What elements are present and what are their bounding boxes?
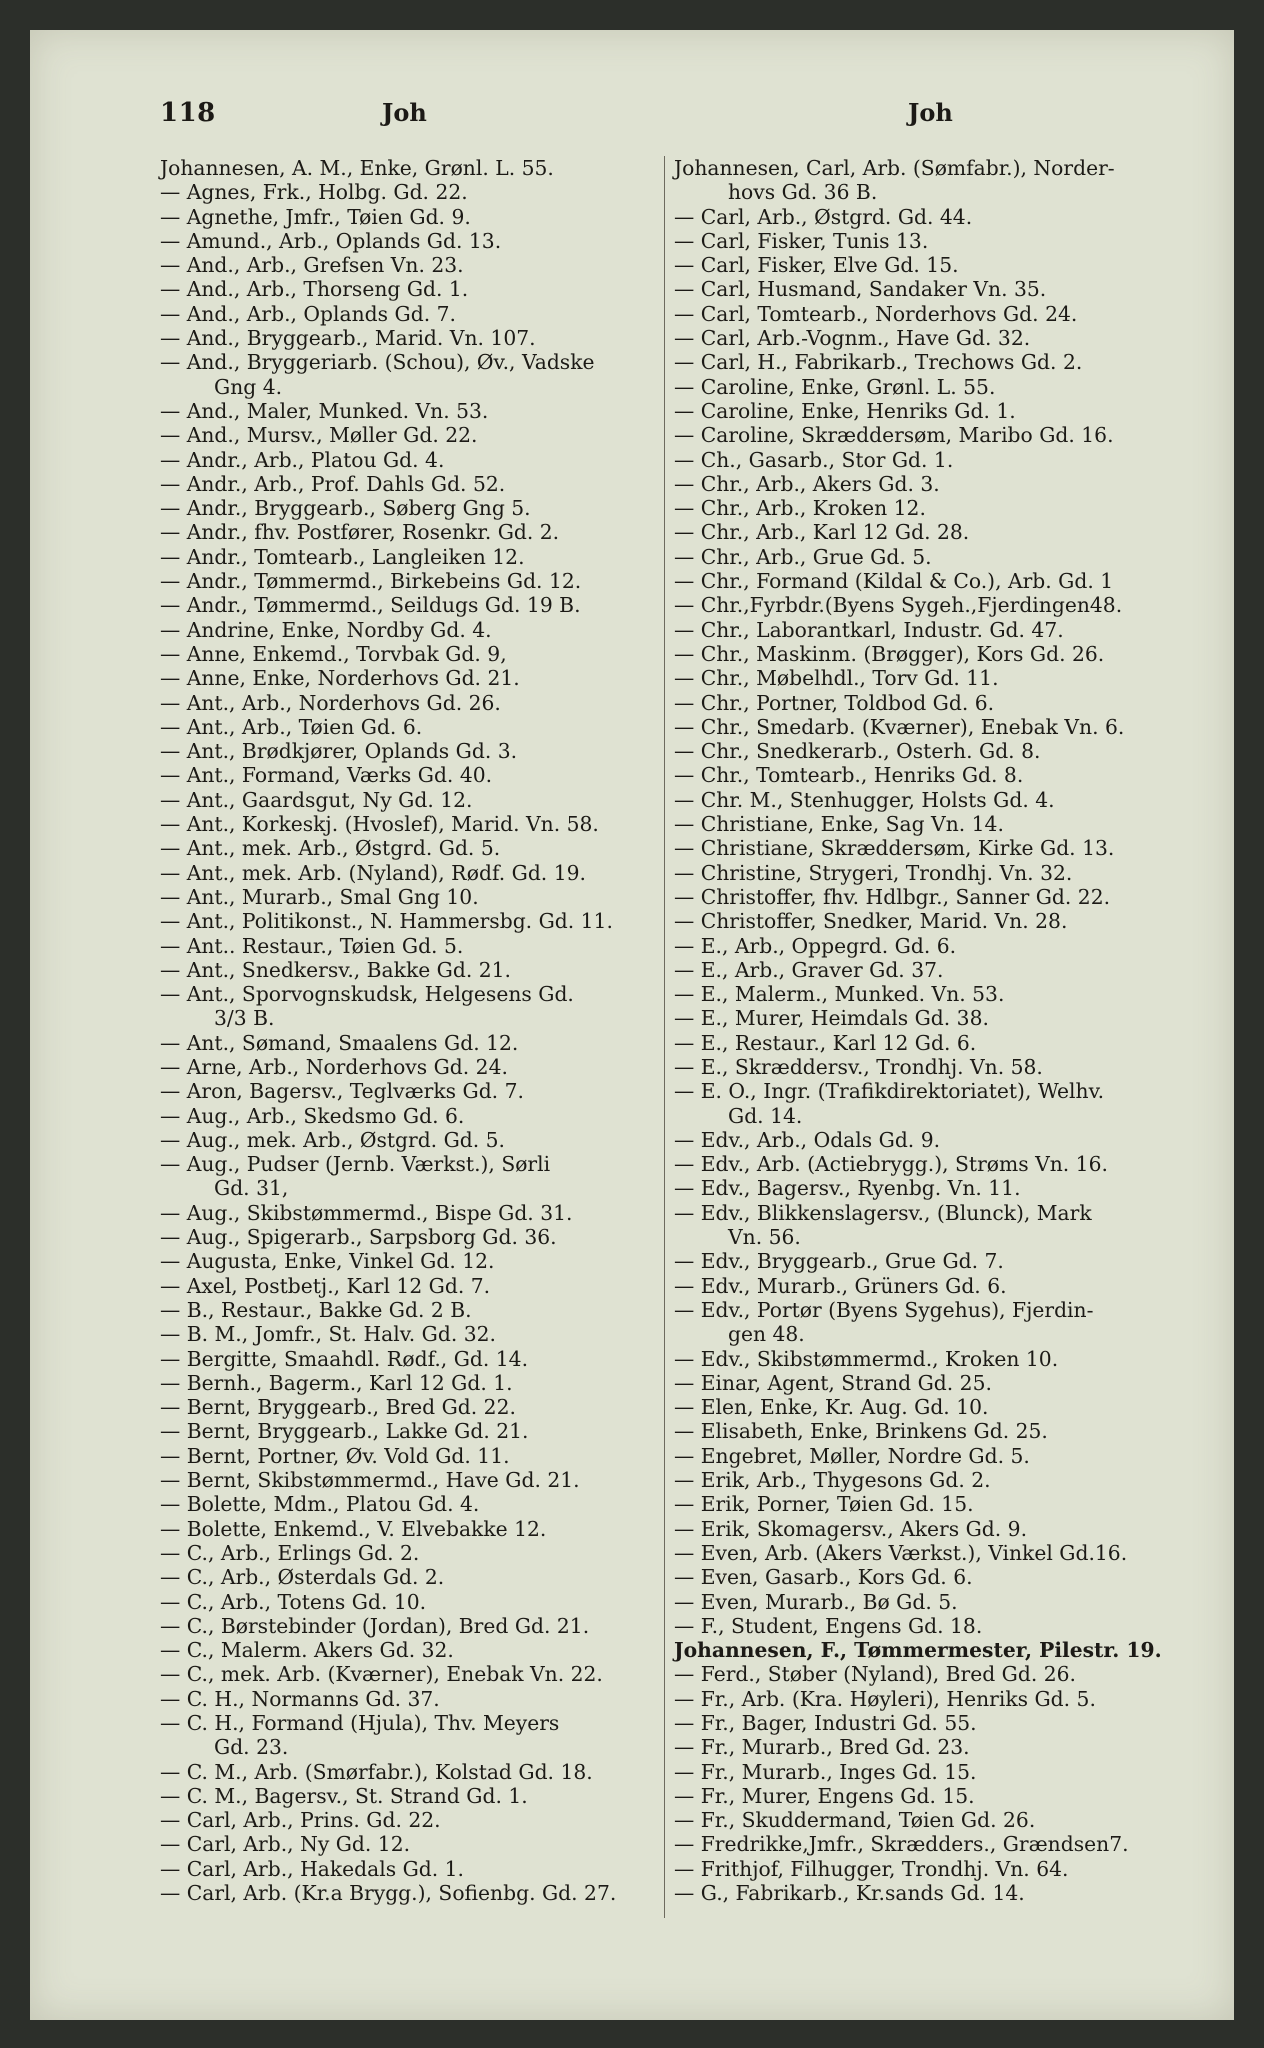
- column-divider: [664, 156, 665, 1918]
- directory-entry: — Even, Murarb., Bø Gd. 5.: [674, 1589, 958, 1614]
- directory-entry: — Bolette, Enkemd., V. Elvebakke 12.: [160, 1516, 547, 1541]
- directory-entry: — Caroline, Enke, Henriks Gd. 1.: [674, 398, 1016, 423]
- directory-entry: — Einar, Agent, Strand Gd. 25.: [674, 1370, 992, 1395]
- directory-entry: — Bernt, Bryggearb., Lakke Gd. 21.: [160, 1419, 529, 1444]
- directory-entry: — Ant., Arb., Norderhovs Gd. 26.: [160, 690, 501, 715]
- directory-entry: — Fr., Murer, Engens Gd. 15.: [674, 1783, 975, 1808]
- directory-entry: — C., Arb., Erlings Gd. 2.: [160, 1540, 420, 1565]
- directory-entry: — Bolette, Mdm., Platou Gd. 4.: [160, 1492, 480, 1517]
- directory-entry: — C. M., Arb. (Smørfabr.), Kolstad Gd. 18.: [160, 1759, 593, 1784]
- directory-entry: — Chr., Maskinm. (Brøgger), Kors Gd. 26.: [674, 641, 1105, 666]
- directory-entry: — Aron, Bagersv., Teglværks Gd. 7.: [160, 1079, 524, 1104]
- directory-entry: — Bernh., Bagerm., Karl 12 Gd. 1.: [160, 1370, 513, 1395]
- directory-entry: 3/3 B.: [214, 1006, 275, 1031]
- directory-entry: — Christoffer, fhv. Hdlbgr., Sanner Gd. 22.: [674, 884, 1111, 909]
- directory-entry: hovs Gd. 36 B.: [728, 180, 878, 205]
- directory-entry: — Aug., Pudser (Jernb. Værkst.), Sørli: [160, 1152, 551, 1177]
- directory-entry: — Arne, Arb., Norderhovs Gd. 24.: [160, 1054, 508, 1079]
- directory-entry: — Carl, Arb., Ny Gd. 12.: [160, 1832, 411, 1857]
- directory-entry: — F., Student, Engens Gd. 18.: [674, 1613, 983, 1638]
- directory-entry: — Christine, Strygeri, Trondhj. Vn. 32.: [674, 860, 1073, 885]
- directory-entry: — Aug., Skibstømmermd., Bispe Gd. 31.: [160, 1200, 573, 1225]
- left-column: [160, 156, 656, 1905]
- directory-entry: — Carl, Arb.-Vognm., Have Gd. 32.: [674, 326, 1031, 351]
- directory-entry: — Axel, Postbetj., Karl 12 Gd. 7.: [160, 1273, 491, 1298]
- directory-entry: — Agnethe, Jmfr., Tøien Gd. 9.: [160, 204, 471, 229]
- directory-entry: — Carl, H., Fabrikarb., Trechows Gd. 2.: [674, 350, 1083, 375]
- directory-entry: — Ant., Sømand, Smaalens Gd. 12.: [160, 1030, 519, 1055]
- directory-entry: — Chr., Formand (Kildal & Co.), Arb. Gd. 1: [674, 569, 1114, 594]
- directory-entry: — Andr., Bryggearb., Søberg Gng 5.: [160, 496, 531, 521]
- directory-entry: — Chr., Snedkerarb., Osterh. Gd. 8.: [674, 739, 1041, 764]
- directory-entry: — Chr., Arb., Grue Gd. 5.: [674, 544, 932, 569]
- directory-entry: — Andr., Tomtearb., Langleiken 12.: [160, 544, 525, 569]
- directory-entry: — B. M., Jomfr., St. Halv. Gd. 32.: [160, 1322, 496, 1347]
- directory-entry: — E., Malerm., Munked. Vn. 53.: [674, 982, 1005, 1007]
- directory-entry: — And., Bryggearb., Marid. Vn. 107.: [160, 326, 536, 351]
- directory-entry: — Frithjof, Filhugger, Trondhj. Vn. 64.: [674, 1856, 1069, 1881]
- directory-entry: — E., Arb., Graver Gd. 37.: [674, 957, 944, 982]
- directory-entry: — Erik, Porner, Tøien Gd. 15.: [674, 1492, 974, 1517]
- directory-entry: — And., Arb., Oplands Gd. 7.: [160, 301, 456, 326]
- directory-entry: — Chr., Portner, Toldbod Gd. 6.: [674, 690, 995, 715]
- directory-entry: — Ch., Gasarb., Stor Gd. 1.: [674, 447, 954, 472]
- directory-entry: — Carl, Arb., Østgrd. Gd. 44.: [674, 204, 973, 229]
- directory-entry: — Bernt, Bryggearb., Bred Gd. 22.: [160, 1395, 516, 1420]
- directory-entry: Johannesen, F., Tømmermester, Pilestr. 19.: [674, 1638, 1162, 1663]
- directory-entry: — Fr., Murarb., Inges Gd. 15.: [674, 1759, 977, 1784]
- directory-entry: — Bernt, Skibstømmermd., Have Gd. 21.: [160, 1468, 580, 1493]
- directory-entry: — Carl, Husmand, Sandaker Vn. 35.: [674, 277, 1047, 302]
- directory-entry: — Andrine, Enke, Nordby Gd. 4.: [160, 617, 492, 642]
- directory-entry: — Fr., Skuddermand, Tøien Gd. 26.: [674, 1808, 1036, 1833]
- directory-entry: — Chr.,Fyrbdr.(Byens Sygeh.,Fjerdingen48.: [674, 593, 1123, 618]
- directory-entry: — B., Restaur., Bakke Gd. 2 B.: [160, 1297, 472, 1322]
- directory-entry: — Edv., Blikkenslagersv., (Blunck), Mark: [674, 1200, 1092, 1225]
- directory-entry: — Amund., Arb., Oplands Gd. 13.: [160, 228, 502, 253]
- directory-entry: — And., Maler, Munked. Vn. 53.: [160, 398, 489, 423]
- directory-entry: gen 48.: [728, 1322, 805, 1347]
- directory-entry: — Ant., mek. Arb. (Nyland), Rødf. Gd. 19.: [160, 860, 586, 885]
- directory-entry: — C., Arb., Totens Gd. 10.: [160, 1589, 427, 1614]
- directory-entry: — Andr., Arb., Prof. Dahls Gd. 52.: [160, 471, 506, 496]
- directory-entry: — Anne, Enkemd., Torvbak Gd. 9,: [160, 641, 507, 666]
- directory-entry: Gng 4.: [214, 374, 283, 399]
- directory-entry: — E., Murer, Heimdals Gd. 38.: [674, 1006, 989, 1031]
- directory-entry: — Chr., Arb., Karl 12 Gd. 28.: [674, 520, 970, 545]
- directory-entry: Gd. 23.: [214, 1735, 289, 1760]
- directory-entry: — Even, Gasarb., Kors Gd. 6.: [674, 1565, 973, 1590]
- directory-entry: — Carl, Fisker, Elve Gd. 15.: [674, 253, 959, 278]
- directory-entry: Vn. 56.: [728, 1225, 801, 1250]
- directory-entry: — Ant.. Restaur., Tøien Gd. 5.: [160, 933, 464, 958]
- directory-entry: — Edv., Murarb., Grüners Gd. 6.: [674, 1273, 1007, 1298]
- directory-entry: — Elen, Enke, Kr. Aug. Gd. 10.: [674, 1395, 989, 1420]
- directory-entry: — Bernt, Portner, Øv. Vold Gd. 11.: [160, 1443, 510, 1468]
- directory-entry: — Chr. M., Stenhugger, Holsts Gd. 4.: [674, 787, 1055, 812]
- directory-entry: — And., Bryggeriarb. (Schou), Øv., Vadske: [160, 350, 595, 375]
- directory-entry: Johannesen, A. M., Enke, Grønl. L. 55.: [160, 156, 554, 180]
- directory-entry: — Christiane, Enke, Sag Vn. 14.: [674, 812, 1004, 837]
- directory-entry: — C., Børstebinder (Jordan), Bred Gd. 21.: [160, 1613, 590, 1638]
- directory-entry: — Fredrikke,Jmfr., Skrædders., Grændsen7.: [674, 1832, 1129, 1857]
- directory-entry: — E., Skræddersv., Trondhj. Vn. 58.: [674, 1054, 1043, 1079]
- directory-entry: — Elisabeth, Enke, Brinkens Gd. 25.: [674, 1419, 1048, 1444]
- directory-entry: — C. H., Normanns Gd. 37.: [160, 1686, 440, 1711]
- directory-entry: — Even, Arb. (Akers Værkst.), Vinkel Gd.16.: [674, 1540, 1128, 1565]
- directory-entry: — Augusta, Enke, Vinkel Gd. 12.: [160, 1249, 495, 1274]
- directory-entry: — C., mek. Arb. (Kværner), Enebak Vn. 22.: [160, 1662, 603, 1687]
- directory-entry: — G., Fabrikarb., Kr.sands Gd. 14.: [674, 1881, 1025, 1906]
- right-column: [674, 156, 1174, 1905]
- directory-entry: — Erik, Arb., Thygesons Gd. 2.: [674, 1468, 991, 1493]
- directory-entry: — Fr., Murarb., Bred Gd. 23.: [674, 1735, 970, 1760]
- directory-entry: — C. H., Formand (Hjula), Thv. Meyers: [160, 1711, 560, 1735]
- page-number: 118: [160, 98, 216, 128]
- directory-entry: — Ant., Snedkersv., Bakke Gd. 21.: [160, 957, 512, 982]
- directory-entry: — Chr., Tomtearb., Henriks Gd. 8.: [674, 763, 1024, 788]
- directory-entry: — Carl, Fisker, Tunis 13.: [674, 228, 929, 253]
- directory-entry: — Anne, Enke, Norderhovs Gd. 21.: [160, 666, 520, 691]
- directory-entry: — Ant., Murarb., Smal Gng 10.: [160, 884, 479, 909]
- running-head-right: Joh: [908, 98, 953, 127]
- directory-entry: — Andr., Tømmermd., Birkebeins Gd. 12.: [160, 569, 582, 594]
- directory-entry: — Edv., Arb. (Actiebrygg.), Strøms Vn. 16.: [674, 1152, 1108, 1177]
- directory-entry: — Edv., Bryggearb., Grue Gd. 7.: [674, 1249, 1004, 1274]
- directory-entry: — E. O., Ingr. (Trafikdirektoriatet), Welhv.: [674, 1079, 1105, 1104]
- directory-entry: — Christoffer, Snedker, Marid. Vn. 28.: [674, 909, 1068, 934]
- directory-entry: — Christiane, Skræddersøm, Kirke Gd. 13.: [674, 836, 1115, 861]
- directory-entry: — Chr., Møbelhdl., Torv Gd. 11.: [674, 666, 999, 691]
- directory-entry: — C., Arb., Østerdals Gd. 2.: [160, 1565, 445, 1590]
- directory-entry: — Edv., Bagersv., Ryenbg. Vn. 11.: [674, 1176, 1021, 1201]
- directory-entry: — Chr., Laborantkarl, Industr. Gd. 47.: [674, 617, 1064, 642]
- directory-entry: — Ant., Brødkjører, Oplands Gd. 3.: [160, 739, 518, 764]
- directory-entry: — Fr., Arb. (Kra. Høyleri), Henriks Gd. 5.: [674, 1686, 1096, 1711]
- directory-entry: Johannesen, Carl, Arb. (Sømfabr.), Norder-: [674, 156, 1115, 180]
- directory-entry: — Andr., Tømmermd., Seildugs Gd. 19 B.: [160, 593, 581, 618]
- directory-entry: — Caroline, Skræddersøm, Maribo Gd. 16.: [674, 423, 1114, 448]
- directory-entry: — And., Arb., Thorseng Gd. 1.: [160, 277, 469, 302]
- directory-entry: — C. M., Bagersv., St. Strand Gd. 1.: [160, 1783, 528, 1808]
- directory-entry: — Edv., Portør (Byens Sygehus), Fjerdin-: [674, 1297, 1094, 1322]
- directory-entry: — Ferd., Støber (Nyland), Bred Gd. 26.: [674, 1662, 1077, 1687]
- directory-entry: — Aug., mek. Arb., Østgrd. Gd. 5.: [160, 1127, 506, 1152]
- directory-entry: — Carl, Tomtearb., Norderhovs Gd. 24.: [674, 301, 1078, 326]
- directory-entry: Gd. 14.: [728, 1103, 803, 1128]
- directory-entry: — Ant., Politikonst., N. Hammersbg. Gd. 11.: [160, 909, 613, 934]
- directory-entry: — Aug., Spigerarb., Sarpsborg Gd. 36.: [160, 1225, 557, 1250]
- directory-entry: — Fr., Bager, Industri Gd. 55.: [674, 1711, 977, 1735]
- directory-entry: — And., Arb., Grefsen Vn. 23.: [160, 253, 464, 278]
- directory-entry: — Ant., Korkeskj. (Hvoslef), Marid. Vn. 58.: [160, 812, 599, 837]
- directory-entry: — E., Restaur., Karl 12 Gd. 6.: [674, 1030, 977, 1055]
- directory-entry: — Carl, Arb., Hakedals Gd. 1.: [160, 1856, 464, 1881]
- running-head-left: Joh: [382, 98, 427, 127]
- directory-entry: — C., Malerm. Akers Gd. 32.: [160, 1638, 454, 1663]
- directory-entry: — Andr., fhv. Postfører, Rosenkr. Gd. 2.: [160, 520, 560, 545]
- directory-entry: — Aug., Arb., Skedsmo Gd. 6.: [160, 1103, 465, 1128]
- directory-entry: Gd. 31,: [214, 1176, 289, 1201]
- directory-entry: — Ant., Formand, Værks Gd. 40.: [160, 763, 493, 788]
- directory-entry: — Agnes, Frk., Holbg. Gd. 22.: [160, 180, 468, 205]
- directory-entry: — Bergitte, Smaahdl. Rødf., Gd. 14.: [160, 1346, 529, 1371]
- directory-entry: — Chr., Arb., Kroken 12.: [674, 496, 926, 521]
- directory-entry: — Edv., Skibstømmermd., Kroken 10.: [674, 1346, 1059, 1371]
- directory-entry: — And., Mursv., Møller Gd. 22.: [160, 423, 478, 448]
- directory-entry: — Erik, Skomagersv., Akers Gd. 9.: [674, 1516, 1028, 1541]
- directory-entry: — Engebret, Møller, Nordre Gd. 5.: [674, 1443, 1030, 1468]
- directory-entry: — Ant., Gaardsgut, Ny Gd. 12.: [160, 787, 473, 812]
- directory-entry: — Carl, Arb. (Kr.a Brygg.), Sofienbg. Gd. 27.: [160, 1881, 617, 1906]
- directory-entry: — Carl, Arb., Prins. Gd. 22.: [160, 1808, 441, 1833]
- directory-entry: — E., Arb., Oppegrd. Gd. 6.: [674, 933, 957, 958]
- directory-entry: — Ant., mek. Arb., Østgrd. Gd. 5.: [160, 836, 501, 861]
- directory-entry: — Chr., Smedarb. (Kværner), Enebak Vn. 6.: [674, 714, 1125, 739]
- directory-entry: — Andr., Arb., Platou Gd. 4.: [160, 447, 445, 472]
- directory-entry: — Caroline, Enke, Grønl. L. 55.: [674, 374, 996, 399]
- directory-entry: — Ant., Arb., Tøien Gd. 6.: [160, 714, 423, 739]
- directory-entry: — Edv., Arb., Odals Gd. 9.: [674, 1127, 941, 1152]
- directory-entry: — Ant., Sporvognskudsk, Helgesens Gd.: [160, 982, 574, 1007]
- directory-entry: — Chr., Arb., Akers Gd. 3.: [674, 471, 940, 496]
